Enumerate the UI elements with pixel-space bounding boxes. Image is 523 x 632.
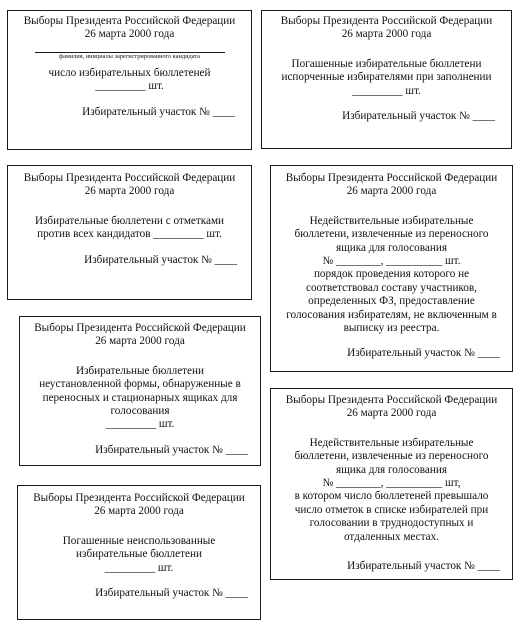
label-card-unknown-form	[19, 316, 261, 466]
precinct-number: Избирательный участок № ____	[342, 110, 495, 123]
precinct-number: Избирательный участок № ____	[347, 347, 500, 360]
card-text-line: в котором число бюллетеней превышало	[294, 490, 489, 503]
election-date: 26 марта 2000 года	[341, 28, 432, 41]
election-title: Выборы Президента Российской Федерации	[285, 394, 498, 406]
card-text-line: переносных и стационарных ящиках для	[42, 391, 238, 404]
election-date: 26 марта 2000 года	[94, 505, 184, 518]
election-date: 26 марта 2000 года	[84, 28, 175, 41]
label-card-spoiled-ballots	[261, 10, 512, 149]
card-text-line: ящика для голосования	[336, 463, 447, 476]
card-text-line: соответствовал составу участников,	[306, 281, 477, 294]
card-text-line: Погашенные неиспользованные	[62, 534, 216, 547]
card-text-line: выписку из реестра.	[343, 322, 440, 335]
precinct-number: Избирательный участок № ____	[82, 105, 235, 118]
card-text-line: порядок проведения которого не	[313, 268, 470, 281]
card-text-line: Недействительные избирательные	[309, 214, 474, 227]
label-card-unused-ballots	[17, 485, 261, 620]
precinct-number: Избирательный участок № ____	[95, 443, 248, 456]
card-text-line: Избирательные бюллетени	[76, 364, 204, 377]
election-title: Выборы Президента Российской Федерации	[280, 15, 493, 27]
card-text-line: ящика для голосования	[336, 241, 447, 254]
election-title: Выборы Президента Российской Федерации	[23, 15, 236, 27]
card-text-line: Избирательные бюллетени с отметками	[34, 214, 225, 227]
precinct-number: Избирательный участок № ____	[84, 253, 237, 266]
card-count-line: _________ шт.	[352, 84, 421, 97]
card-text-line: бюллетени, извлеченные из переносного	[294, 228, 489, 241]
election-title: Выборы Президента Российской Федерации	[33, 492, 245, 504]
election-date: 26 марта 2000 года	[95, 335, 185, 348]
card-count-line: _________ шт.	[104, 561, 174, 574]
card-text-line: неустановленной формы, обнаруженные в	[39, 378, 241, 391]
card-count-line: против всех кандидатов _________ шт.	[37, 228, 222, 241]
label-card-candidate-ballots	[7, 10, 252, 150]
election-date: 26 марта 2000 года	[346, 185, 437, 198]
card-text-line: испорченные избирателями при заполнении	[281, 71, 492, 84]
election-title: Выборы Президента Российской Федерации	[23, 172, 236, 184]
precinct-number: Избирательный участок № ____	[347, 560, 500, 573]
card-count-line: № ________, __________ шт,	[322, 477, 461, 490]
label-card-against-all	[7, 165, 252, 300]
election-date: 26 марта 2000 года	[346, 407, 437, 420]
card-text-line: голосования	[110, 405, 170, 418]
card-text-line: Погашенные избирательные бюллетени	[291, 57, 482, 70]
card-text-line: отдаленных местах.	[343, 530, 440, 543]
election-title: Выборы Президента Российской Федерации	[34, 322, 246, 334]
election-date: 26 марта 2000 года	[84, 185, 175, 198]
card-text-line: голосовании в труднодоступных и	[309, 517, 474, 530]
election-title: Выборы Президента Российской Федерации	[285, 172, 498, 184]
card-text-line: голосования избирателям, не включенным в	[286, 308, 497, 321]
card-count-line: _________ шт.	[105, 418, 175, 431]
card-count-line: _________ шт.	[95, 80, 164, 93]
card-text-line: Недействительные избирательные	[309, 436, 474, 449]
card-text-line: избирательные бюллетени	[76, 548, 202, 561]
card-text-line: число избирательных бюллетеней	[48, 66, 211, 79]
card-text-line: бюллетени, извлеченные из переносного	[294, 450, 489, 463]
card-count-line: № ________, __________ шт.	[322, 255, 461, 268]
label-card-invalid-mobile-box-1	[270, 165, 513, 372]
candidate-name-caption: фамилия, инициалы зарегистрированного кандидата	[59, 52, 200, 60]
precinct-number: Избирательный участок № ____	[95, 587, 248, 600]
label-card-invalid-mobile-box-2	[270, 388, 513, 580]
card-text-line: число отметок в списке избирателей при	[294, 503, 489, 516]
card-text-line: определенных ФЗ, предоставление	[308, 295, 475, 308]
